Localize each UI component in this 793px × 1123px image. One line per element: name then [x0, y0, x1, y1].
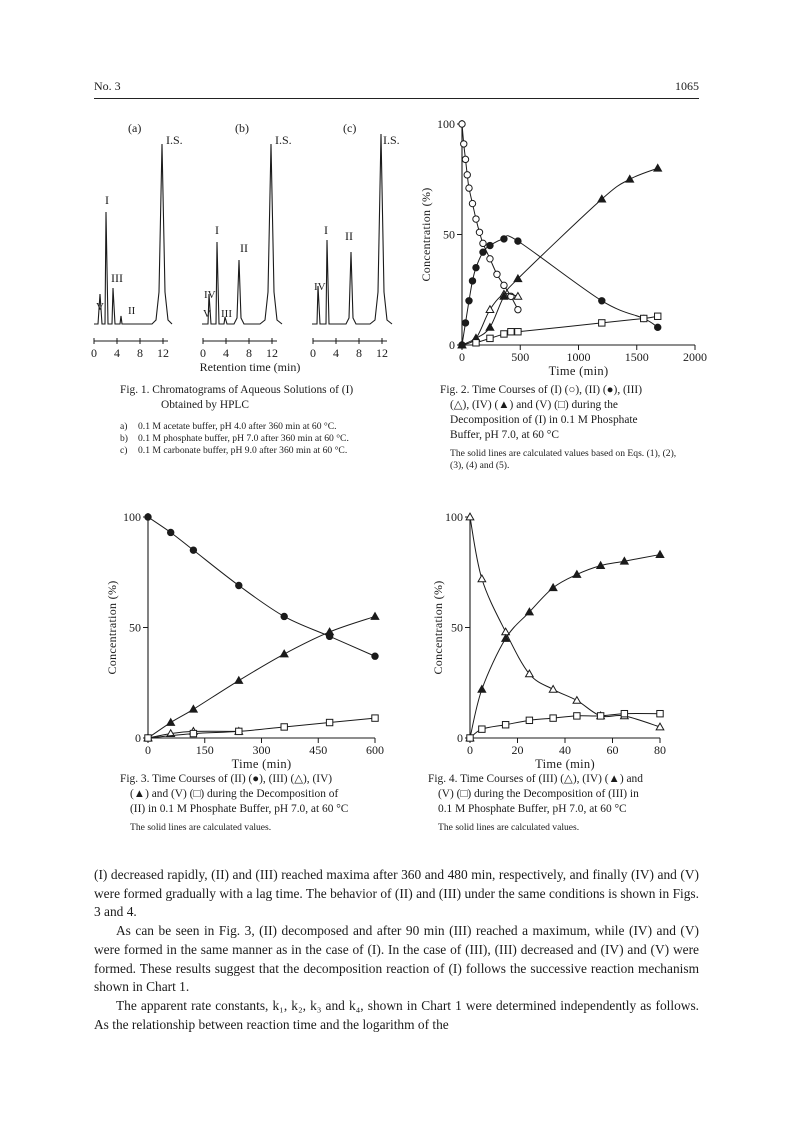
figure-4-note: [428, 822, 688, 834]
filled-circle-point: [469, 278, 475, 284]
filled-triangle-point: [486, 323, 494, 330]
open-circle-point: [487, 256, 493, 262]
note-b: [120, 433, 378, 445]
peak-label-c-3: IV: [314, 281, 326, 293]
tick-c-8: 8: [356, 346, 362, 360]
filled-triangle-point: [549, 584, 557, 591]
filled-triangle-point: [190, 705, 198, 712]
y-axis-label: Concentration (%): [431, 580, 445, 675]
paragraph-2: As can be seen in Fig. 3, (II) decomposed and after 90 min (III) reached a maximum, while (IV) and (V) were formed in the same manner as in the case of (I). In the case of (III), (III) decreased and (IV) and (V) were formed. These results suggest that the decomposition reaction of (I) follows the successive reaction mechanism shown in Chart 1.: [94, 923, 699, 995]
series-filled-circle: [459, 236, 661, 349]
peak-label-b-5: III: [221, 308, 232, 320]
panel-tag-b: (b): [235, 121, 249, 135]
open-circle-point: [464, 172, 470, 178]
series-open-circle: [459, 121, 521, 313]
peak-label-is-b: I.S.: [275, 133, 292, 147]
note-text: The solid lines are calculated values based on Eqs. (1), (2), (3), (4) and (5).: [450, 448, 677, 471]
caption-line: (V) (□) during the Decomposition of (III) in: [438, 788, 639, 800]
tick-b-8: 8: [246, 346, 252, 360]
open-circle-point: [515, 306, 521, 312]
y-tick-label: 0: [449, 338, 455, 352]
filled-circle-point: [190, 547, 196, 553]
filled-circle-point: [466, 298, 472, 304]
x-tick-label: 1000: [566, 350, 591, 364]
caption-line: Fig. 3. Time Courses of (II) (●), (III) (△), (IV): [120, 773, 333, 785]
caption-line: (△), (IV) (▲) and (V) (□) during the: [450, 399, 618, 411]
note-label: c): [120, 445, 128, 456]
open-circle-point: [466, 185, 472, 191]
filled-circle-point: [599, 298, 605, 304]
open-square-point: [657, 710, 663, 716]
filled-triangle-point: [167, 719, 175, 726]
chromatogram-trace-a: [94, 144, 172, 324]
open-square-point: [236, 728, 242, 734]
x-tick-label: 2000: [683, 350, 707, 364]
series-fit-line: [148, 616, 375, 738]
peak-label-is-c: I.S.: [383, 133, 400, 147]
open-square-point: [621, 710, 627, 716]
x-axis-label: Time (min): [548, 364, 609, 378]
note-c: [120, 445, 378, 457]
open-square-point: [145, 735, 151, 741]
caption-line: Fig. 4. Time Courses of (III) (△), (IV) (▲) and: [428, 773, 643, 785]
filled-circle-point: [501, 236, 507, 242]
page-number: 1065: [675, 79, 699, 93]
series-filled-triangle: [466, 551, 664, 741]
x-tick-label: 1500: [624, 350, 649, 364]
note-text: The solid lines are calculated values.: [438, 822, 580, 833]
peak-label-b-3: IV: [204, 289, 216, 301]
x-tick-label: 500: [511, 350, 530, 364]
note-label: b): [120, 433, 128, 444]
open-square-point: [190, 730, 196, 736]
open-square-point: [597, 713, 603, 719]
peak-label-is-a: I.S.: [166, 133, 183, 147]
open-triangle-point: [486, 306, 494, 313]
caption-line: Fig. 2. Time Courses of (I) (○), (II) (●), (III): [440, 384, 642, 396]
panel-tag-c: (c): [343, 121, 357, 135]
figure-1-chromatograms: [90, 112, 410, 377]
open-circle-point: [480, 240, 486, 246]
open-square-point: [599, 320, 605, 326]
x-tick-label: 80: [654, 743, 666, 757]
y-tick-label: 50: [451, 620, 463, 635]
tick-c-0: 0: [310, 346, 316, 360]
filled-triangle-point: [478, 686, 486, 693]
note-text: 0.1 M acetate buffer, pH 4.0 after 360 min at 60 °C.: [138, 421, 337, 432]
caption-line: Decomposition of (I) in 0.1 M Phosphate: [450, 414, 638, 426]
journal-issue: No. 3: [94, 79, 121, 93]
open-square-point: [467, 735, 473, 741]
filled-triangle-point: [235, 677, 243, 684]
figure-3-note: [120, 822, 380, 834]
figure-2-note: [440, 448, 690, 472]
open-square-point: [326, 719, 332, 725]
filled-circle-point: [462, 320, 468, 326]
tick-b-0: 0: [200, 346, 206, 360]
peak-label-b-2: II: [240, 241, 248, 255]
open-square-point: [526, 717, 532, 723]
x-axis-label: Retention time (min): [199, 360, 301, 374]
x-tick-label: 450: [309, 743, 328, 757]
x-tick-label: 300: [252, 743, 271, 757]
series-fit-line: [476, 316, 658, 343]
figure-4-caption: [428, 772, 693, 817]
figure-1-caption: [120, 383, 378, 413]
y-axis-label: Concentration (%): [105, 580, 119, 675]
note-a: [120, 421, 378, 433]
open-circle-point: [461, 141, 467, 147]
series-fit-line: [148, 718, 375, 738]
figure-1-notes: [120, 421, 378, 457]
filled-circle-point: [168, 529, 174, 535]
peak-label-b-4: V: [203, 308, 211, 320]
open-circle-point: [469, 200, 475, 206]
filled-circle-point: [473, 264, 479, 270]
filled-circle-point: [372, 653, 378, 659]
tick-a-0: 0: [91, 346, 97, 360]
filled-triangle-point: [654, 164, 662, 171]
filled-triangle-point: [326, 628, 334, 635]
filled-triangle-point: [280, 650, 288, 657]
figure-2-chart: [410, 112, 710, 377]
series-filled-circle: [145, 514, 378, 660]
figure-3-caption: [120, 772, 385, 817]
series-open-square: [145, 715, 378, 741]
open-square-point: [487, 335, 493, 341]
note-text: 0.1 M carbonate buffer, pH 9.0 after 360 min at 60 °C.: [138, 445, 348, 456]
open-square-point: [515, 329, 521, 335]
open-square-point: [508, 329, 514, 335]
tick-a-12: 12: [157, 346, 169, 360]
tick-c-4: 4: [333, 346, 339, 360]
peak-label-a-1: I: [105, 193, 109, 207]
open-square-point: [473, 340, 479, 346]
header-rule: [94, 98, 699, 99]
y-tick-label: 100: [445, 510, 463, 524]
x-tick-label: 600: [366, 743, 384, 757]
x-axis-label: Time (min): [535, 757, 595, 771]
tick-c-12: 12: [376, 346, 388, 360]
paragraph-3: The apparent rate constants, k₁, k₂, k₃ and k₄, shown in Chart 1 were determined independently as follows. As the relationship between reaction time and the logarithm of the: [94, 997, 699, 1032]
series-open-triangle: [466, 513, 664, 730]
figure-4-chart: [428, 505, 708, 770]
caption-line: (▲) and (V) (□) during the Decomposition of: [130, 788, 339, 800]
open-square-point: [281, 724, 287, 730]
y-tick-label: 100: [437, 117, 455, 131]
open-circle-point: [476, 229, 482, 235]
x-tick-label: 60: [606, 743, 619, 757]
panel-tag-a: (a): [128, 121, 142, 135]
open-square-point: [372, 715, 378, 721]
figure-2-caption: [440, 383, 690, 443]
open-circle-point: [459, 121, 465, 127]
series-open-square: [467, 710, 663, 741]
filled-triangle-point: [656, 551, 664, 558]
y-tick-label: 100: [123, 510, 141, 524]
x-tick-label: 150: [195, 743, 214, 757]
filled-circle-point: [145, 514, 151, 520]
open-square-point: [574, 713, 580, 719]
tick-a-8: 8: [137, 346, 143, 360]
open-triangle-point: [549, 686, 557, 693]
tick-b-12: 12: [266, 346, 278, 360]
open-square-point: [479, 726, 485, 732]
y-tick-label: 0: [457, 731, 463, 745]
open-circle-point: [501, 282, 507, 288]
note-label: a): [120, 421, 128, 432]
open-triangle-point: [478, 575, 486, 582]
x-tick-label: 0: [459, 350, 465, 364]
caption-line: (II) in 0.1 M Phosphate Buffer, pH 7.0, at 60 °C: [130, 803, 349, 815]
caption-line: Buffer, pH 7.0, at 60 °C: [450, 429, 559, 441]
y-axis-label: Concentration (%): [419, 187, 433, 282]
filled-triangle-point: [573, 571, 581, 578]
x-tick-label: 40: [559, 743, 571, 757]
series-fit-line: [470, 517, 660, 727]
body-text: [94, 866, 699, 1034]
open-square-point: [501, 331, 507, 337]
filled-circle-point: [281, 613, 287, 619]
peak-label-c-1: I: [324, 223, 328, 237]
peak-label-b-1: I: [215, 223, 219, 237]
peak-label-a-2: III: [111, 271, 123, 285]
y-tick-label: 0: [135, 731, 141, 745]
y-tick-label: 50: [443, 227, 455, 242]
open-circle-point: [473, 216, 479, 222]
filled-triangle-point: [626, 175, 634, 182]
figure-3-chart: [100, 505, 390, 770]
filled-circle-point: [515, 238, 521, 244]
open-circle-point: [462, 156, 468, 162]
filled-circle-point: [655, 324, 661, 330]
x-tick-label: 0: [467, 743, 473, 757]
x-tick-label: 20: [511, 743, 524, 757]
note-text: The solid lines are calculated values.: [130, 822, 272, 833]
series-open-square: [473, 313, 661, 346]
series-fit-line: [470, 555, 660, 738]
peak-label-a-3: V: [96, 301, 104, 313]
open-square-point: [550, 715, 556, 721]
peak-label-a-4: II: [128, 305, 136, 317]
filled-circle-point: [480, 249, 486, 255]
open-square-point: [641, 315, 647, 321]
y-tick-label: 50: [129, 620, 141, 635]
series-fit-line: [148, 517, 375, 656]
tick-b-4: 4: [223, 346, 229, 360]
caption-text: Fig. 1. Chromatograms of Aqueous Solutions of (I) Obtained by HPLC: [120, 384, 354, 411]
peak-label-c-2: II: [345, 229, 353, 243]
open-triangle-point: [573, 697, 581, 704]
x-axis-label: Time (min): [231, 757, 292, 771]
note-text: 0.1 M phosphate buffer, pH 7.0 after 360 min at 60 °C.: [138, 433, 349, 444]
paragraph-1: (I) decreased rapidly, (II) and (III) reached maxima after 360 and 480 min, respectively, and finally (IV) and (V) were formed gradually with a lag time. The behavior of (II) and (III) under the same conditions is shown in Figs. 3 and 4.: [94, 867, 699, 920]
open-circle-point: [494, 271, 500, 277]
open-square-point: [655, 313, 661, 319]
filled-triangle-point: [371, 613, 379, 620]
tick-a-4: 4: [114, 346, 120, 360]
open-square-point: [502, 722, 508, 728]
filled-circle-point: [487, 242, 493, 248]
caption-line: 0.1 M Phosphate Buffer, pH 7.0, at 60 °C: [438, 803, 627, 815]
x-tick-label: 0: [145, 743, 151, 757]
filled-circle-point: [236, 582, 242, 588]
